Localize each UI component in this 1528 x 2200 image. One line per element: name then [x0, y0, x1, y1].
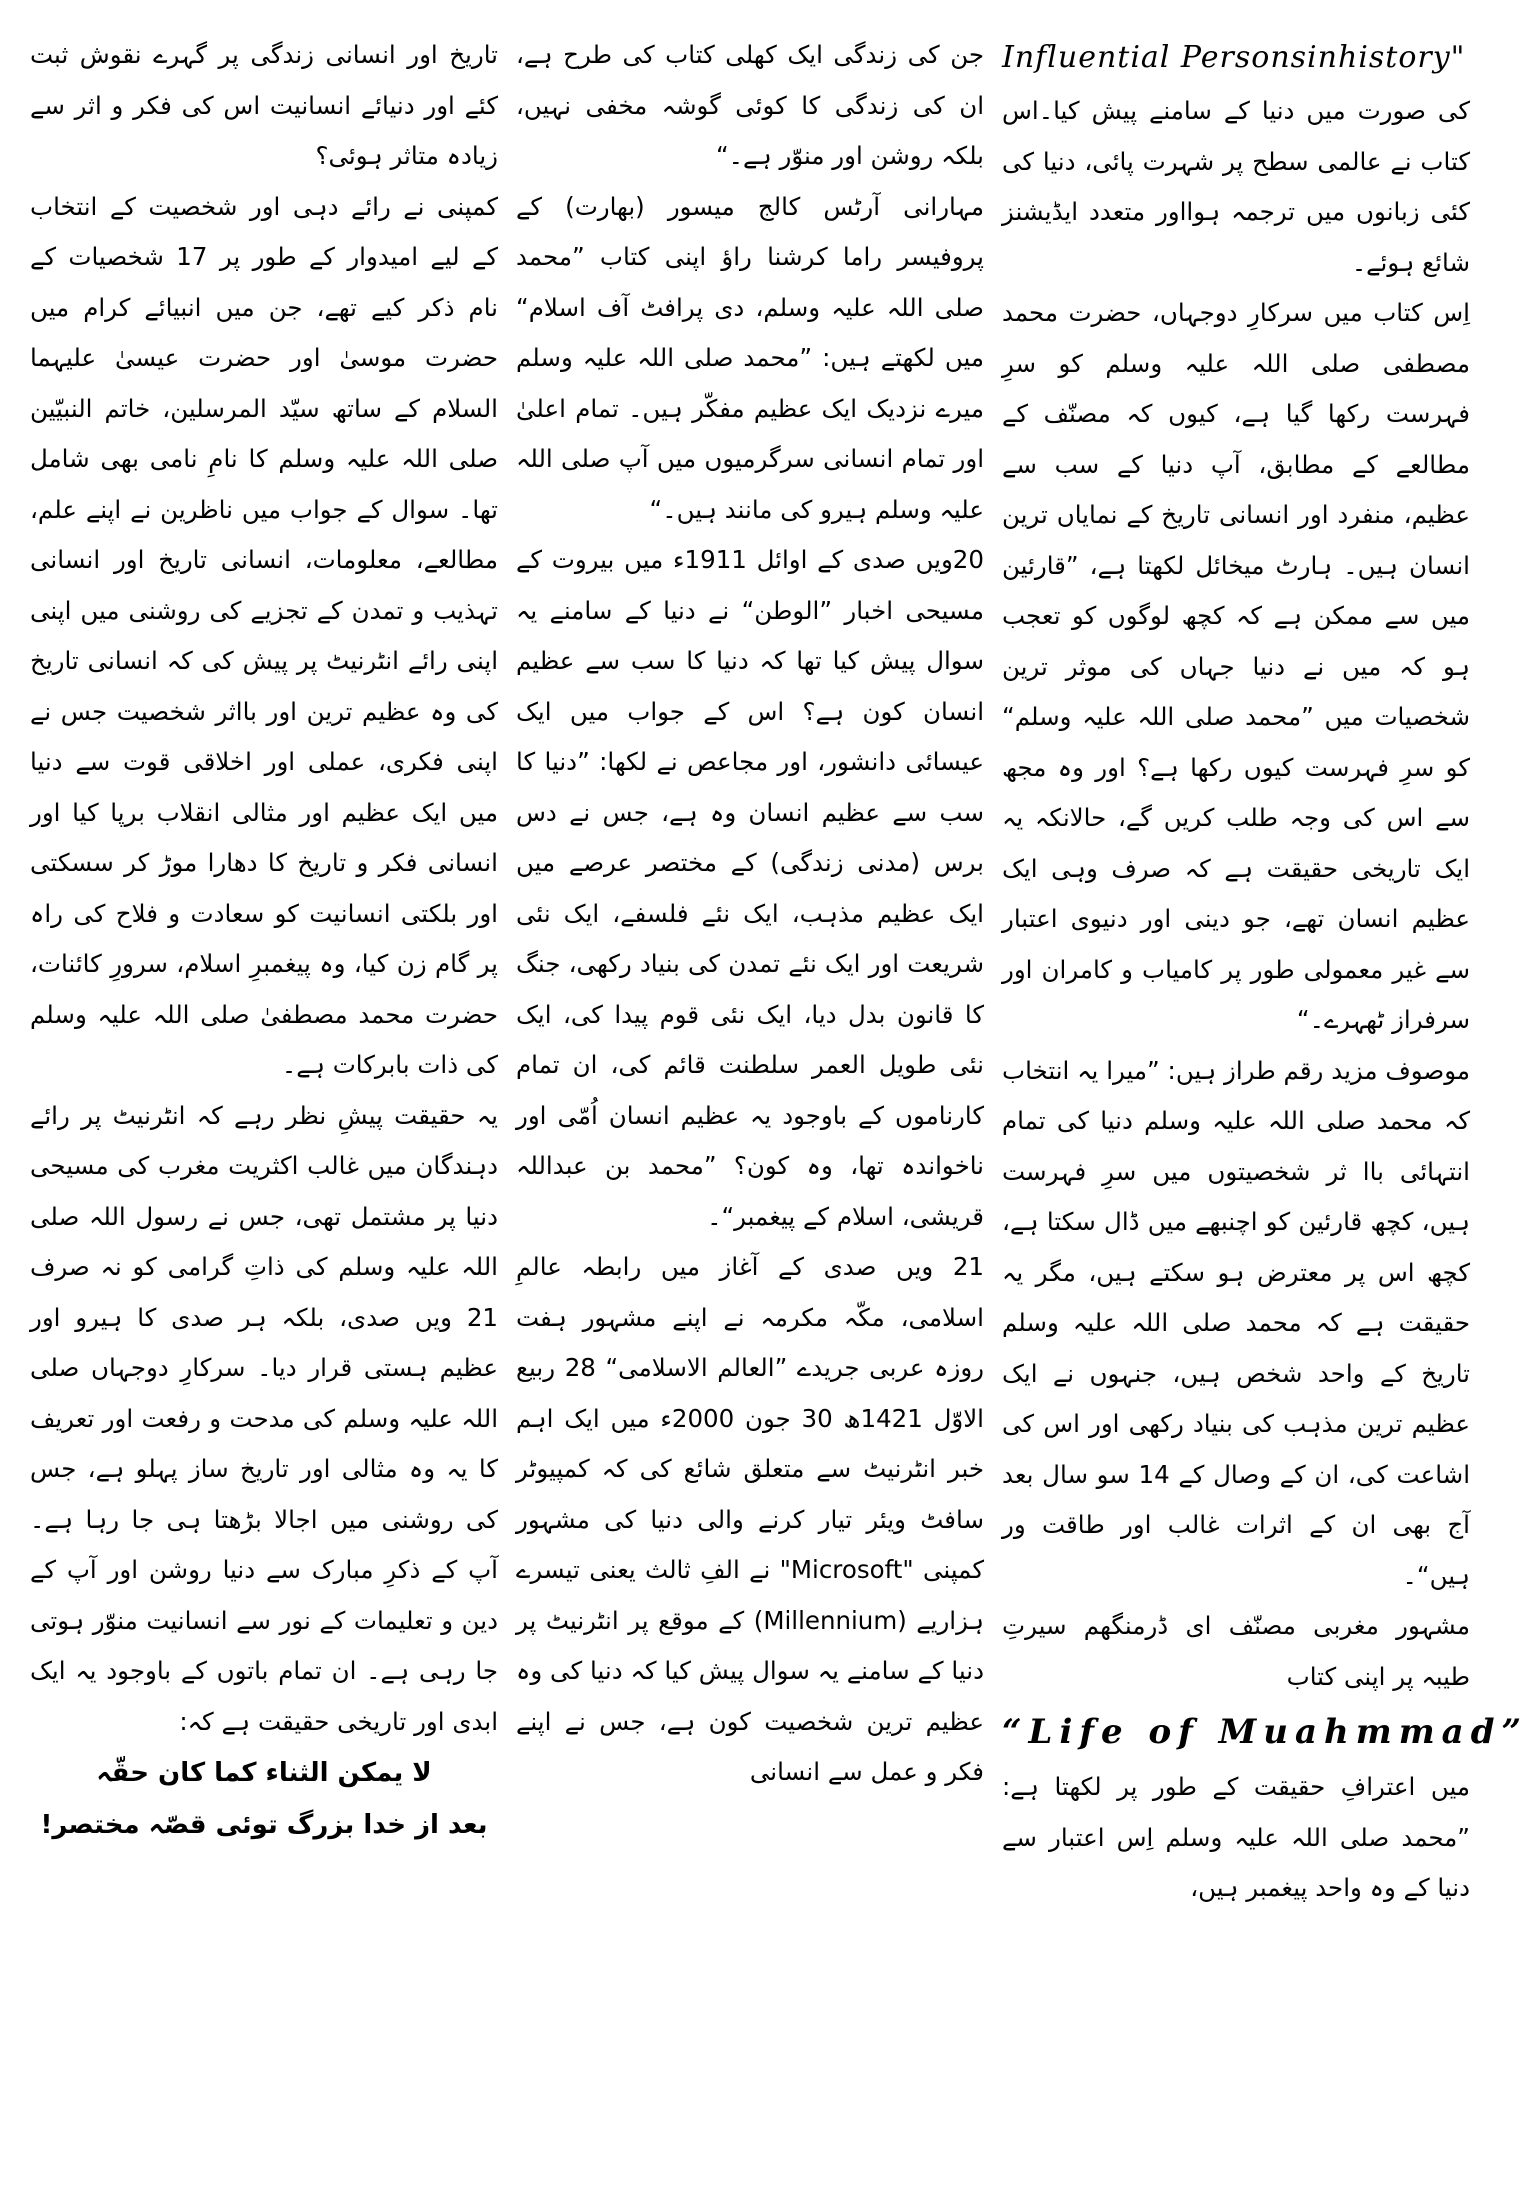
- paragraph: یہ حقیقت پیشِ نظر رہے کہ انٹرنیٹ پر رائے دہندگان میں غالب اکثریت مغرب کی مسیحی دنیا پر مشتمل تھی، جس نے رسول اللہ صلی اللہ علیہ وسلم کی ذاتِ گرامی کو نہ صرف 21 ویں صدی، بلکہ ہر صدی کا ہیرو اور عظیم ہستی قرار دیا۔ سرکارِ دوجہاں صلی اللہ علیہ وسلم کی مدحت و رفعت اور تعریف کا یہ وہ مثالی اور تاریخ ساز پہلو ہے، جس کی روشنی میں اجالا بڑھتا ہی جا رہا ہے۔ آپ کے ذکرِ مبارک سے دنیا روشن اور آپ کے دین و تعلیمات کے نور سے انسانیت منوّر ہوتی جا رہی ہے۔ ان تمام باتوں کے باوجود یہ ایک ابدی اور تاریخی حقیقت ہے کہ:: [30, 1100, 498, 1736]
- column-left: [30, 30, 498, 2180]
- verse-line-arabic: لا یمکن الثناء کما کان حقّہ: [96, 1758, 432, 1788]
- paragraph: موصوف مزید رقم طراز ہیں: ”میرا یہ انتخاب کہ محمد صلی اللہ علیہ وسلم دنیا کی تمام انتہائی باا ثر شخصیتوں میں سرِ فہرست ہیں، کچھ قارئین کو اچنبھے میں ڈال سکتا ہے، کچھ اس پر معترض ہو سکتے ہیں، مگر یہ حقیقت ہے کہ محمد صلی اللہ علیہ وسلم تاریخ کے واحد شخص ہیں، جنہوں نے ایک عظیم ترین مذہب کی بنیاد رکھی اور اس کی اشاعت کی، ان کے وصال کے 14 سو سال بعد آج بھی ان کے اثرات غالب اور طاقت ور ہیں“۔: [1002, 1055, 1471, 1590]
- book-title-english-heading: Influential Personsinhistory": [1002, 40, 1466, 75]
- paragraph: کمپنی نے رائے دہی اور شخصیت کے انتخاب کے لیے امیدوار کے طور پر 17 شخصیات کے نام ذکر کیے تھے، جن میں انبیائے کرام میں حضرت موسیٰ اور حضرت عیسیٰ علیہما السلام کے ساتھ سیّد المرسلین، خاتم النبیّین صلی اللہ علیہ وسلم کا نامِ نامی بھی شامل تھا۔ سوال کے جواب میں ناظرین نے اپنے علم، مطالعے، معلومات، انسانی تاریخ اور انسانی تہذیب و تمدن کے تجزیے کی روشنی میں اپنی اپنی رائے انٹرنیٹ پر پیش کی کہ انسانی تاریخ کی وہ عظیم ترین اور بااثر شخصیت جس نے اپنی فکری، عملی اور اخلاقی قوت سے دنیا میں ایک عظیم اور مثالی انقلاب برپا کیا اور انسانی فکر و تاریخ کا دھارا موڑ کر سسکتی اور بلکتی انسانیت کو سعادت و فلاح کی راہ پر گام زن کیا، وہ پیغمبرِ اسلام، سرورِ کائنات، حضرت محمد مصطفیٰ صلی اللہ علیہ وسلم کی ذات بابرکات ہے۔: [30, 191, 498, 1079]
- book-title-life-of-muhammad: “Life of Muahmmad”: [1002, 1712, 1528, 1752]
- paragraph: میں اعترافِ حقیقت کے طور پر لکھتا ہے: ”محمد صلی اللہ علیہ وسلم اِس اعتبار سے دنیا کے وہ واحد پیغمبر ہیں،: [1002, 1772, 1470, 1902]
- paragraph: 21 ویں صدی کے آغاز میں رابطہ عالمِ اسلامی، مکّہ مکرمہ نے اپنے مشہور ہفت روزہ عربی جریدے ”العالم الاسلامی“ 28 ربیع الاوّل 1421ھ 30 جون 2000ء میں ایک اہم خبر انٹرنیٹ سے متعلق شائع کی کہ کمپیوٹر سافٹ ویئر تیار کرنے والی دنیا کی مشہور کمپنی "Microsoft" نے الفِ ثالث یعنی تیسرے ہزاریے (Millennium) کے موقع پر انٹرنیٹ پر دنیا کے سامنے یہ سوال پیش کیا کہ دنیا کی وہ عظیم ترین شخصیت کون ہے، جس نے اپنے فکر و عمل سے انسانی: [516, 1252, 984, 1786]
- paragraph: مہارانی آرٹس کالج میسور (بھارت) کے پروفیسر راما کرشنا راؤ اپنی کتاب ”محمد صلی اللہ علیہ وسلم، دی پرافٹ آف اسلام“ میں لکھتے ہیں: ”محمد صلی اللہ علیہ وسلم میرے نزدیک ایک عظیم مفکّر ہیں۔ تمام اعلیٰ اور تمام انسانی سرگرمیوں میں آپ صلی اللہ علیہ وسلم ہیرو کی مانند ہیں۔“: [516, 191, 984, 524]
- paragraph: 20ویں صدی کے اوائل 1911ء میں بیروت کے مسیحی اخبار ”الوطن“ نے دنیا کے سامنے یہ سوال پیش کیا تھا کہ دنیا کا سب سے عظیم انسان کون ہے؟ اس کے جواب میں ایک عیسائی دانشور، اور مجاعص نے لکھا: ”دنیا کا سب سے عظیم انسان وہ ہے، جس نے دس برس (مدنی زندگی) کے مختصر عرصے میں ایک عظیم مذہب، ایک نئے فلسفے، ایک نئی شریعت اور ایک نئے تمدن کی بنیاد رکھی، جنگ کا قانون بدل دیا، ایک نئی قوم پیدا کی، ایک نئی طویل العمر سلطنت قائم کی، ان تمام کارناموں کے باوجود یہ عظیم انسان اُمّی اور ناخواندہ تھا، وہ کون؟ ”محمد بن عبداللہ قریشی، اسلام کے پیغمبر“۔: [516, 545, 984, 1231]
- paragraph: تاریخ اور انسانی زندگی پر گہرے نقوش ثبت کئے اور دنیائے انسانیت اس کی فکر و اثر سے زیادہ متاثر ہوئی؟: [30, 40, 498, 170]
- paragraph: کی صورت میں دنیا کے سامنے پیش کیا۔اس کتاب نے عالمی سطح پر شہرت پائی، دنیا کی کئی زبانوں میں ترجمہ ہوااور متعدد ایڈیشنز شائع ہوئے۔: [1002, 96, 1470, 277]
- paragraph: اِس کتاب میں سرکارِ دوجہاں، حضرت محمد مصطفی صلی اللہ علیہ وسلم کو سرِ فہرست رکھا گیا ہے، کیوں کہ مصنّف کے مطالعے کے مطابق، آپ دنیا کے سب سے عظیم، منفرد اور انسانی تاریخ کے نمایاں ترین انسان ہیں۔ ہارٹ میخائل لکھتا ہے، ”قارئین میں سے ممکن ہے کہ کچھ لوگوں کو تعجب ہو کہ میں نے دنیا جہاں کی موثر ترین شخصیات میں ”محمد صلی اللہ علیہ وسلم“ کو سرِ فہرست کیوں رکھا ہے؟ اور وہ مجھ سے اس کی وجہ طلب کریں گے، حالانکہ یہ ایک تاریخی حقیقت ہے کہ صرف وہی ایک عظیم انسان تھے، جو دینی اور دنیوی اعتبار سے غیر معمولی طور پر کامیاب و کامران اور سرفراز ٹھہرے۔“: [1002, 298, 1470, 1034]
- paragraph: مشہور مغربی مصنّف ای ڈرمنگھم سیرتِ طیبہ پر اپنی کتاب: [1002, 1611, 1470, 1691]
- paragraph: جن کی زندگی ایک کھلی کتاب کی طرح ہے، ان کی زندگی کا کوئی گوشہ مخفی نہیں، بلکہ روشن اور منوّر ہے۔“: [516, 40, 984, 170]
- verse-line-persian: بعد از خدا بزرگ توئی قصّہ مختصر!: [40, 1810, 488, 1840]
- column-right: [1002, 30, 1528, 2180]
- column-middle: [516, 30, 984, 2180]
